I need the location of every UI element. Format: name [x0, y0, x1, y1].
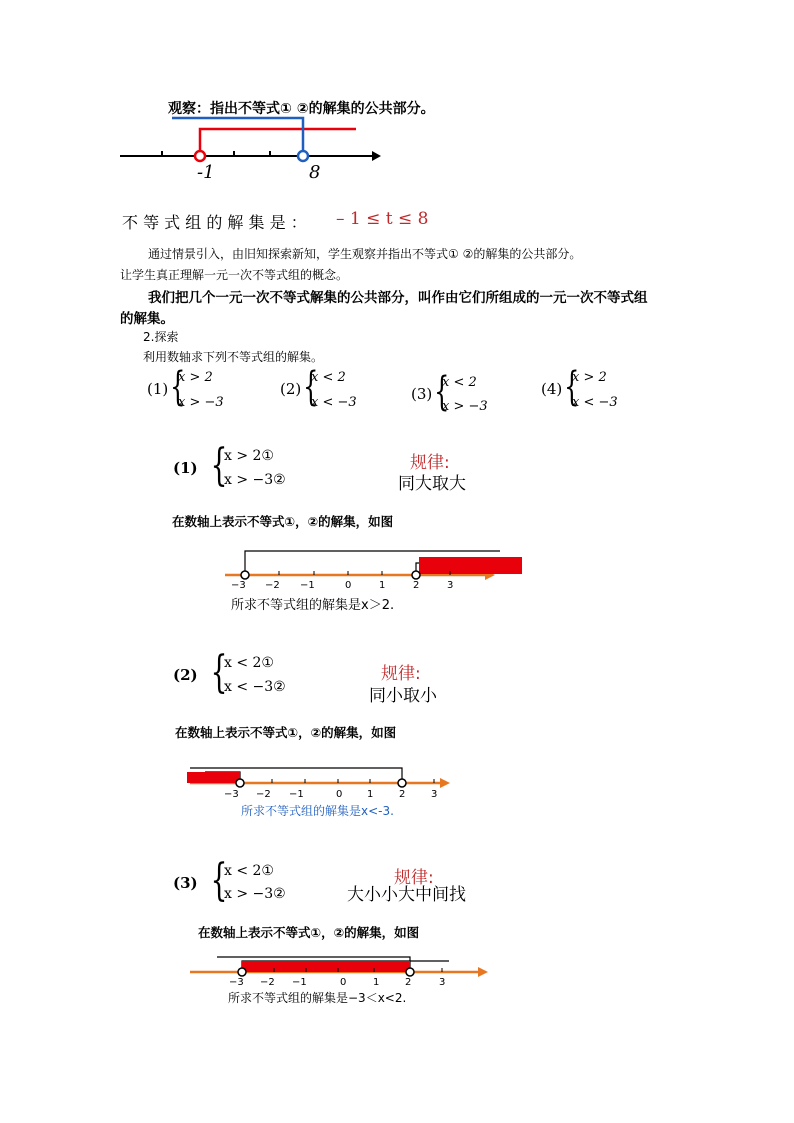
tick-label: −2 — [265, 580, 280, 591]
label-eight: 8 — [309, 162, 321, 183]
tick-label: 1 — [373, 977, 380, 988]
problem-label: (4) — [541, 380, 563, 398]
label-minus-one: -1 — [197, 162, 215, 183]
problem-ineq-1: x > 2 — [178, 370, 213, 385]
definition-line-1: 我们把几个一元一次不等式解集的公共部分，叫作由它们所组成的一元一次不等式组 — [148, 290, 648, 306]
example-result: 所求不等式组的解集是x<-3. — [241, 804, 394, 818]
problem-ineq-1: x < 2 — [442, 375, 477, 390]
intro-line-2: 让学生真正理解一元一次不等式组的概念。 — [120, 268, 349, 282]
tick-label: −1 — [300, 580, 315, 591]
intro-line-1: 通过情景引入，由旧知探索新知，学生观察并指出不等式① ②的解集的公共部分。 — [148, 247, 582, 261]
brace-icon: { — [434, 369, 450, 415]
tick-label: 0 — [345, 580, 352, 591]
tick-label: 3 — [439, 977, 446, 988]
tick-label: 0 — [336, 789, 343, 800]
tick-label: 1 — [379, 580, 386, 591]
rule-text: 同大取大 — [398, 474, 466, 494]
tick-label: 3 — [447, 580, 454, 591]
problem-ineq-2: x > −3 — [178, 395, 224, 410]
tick-label: 0 — [340, 977, 347, 988]
example-caption: 在数轴上表示不等式①，②的解集，如图 — [198, 925, 420, 940]
rule-title: 规律: — [381, 664, 421, 684]
solution-expression: – 1 ≤ t ≤ 8 — [336, 209, 429, 229]
example-result: 所求不等式组的解集是−3＜x<2. — [228, 991, 407, 1005]
rule-title: 规律: — [410, 453, 450, 473]
example-label: (2) — [173, 666, 198, 684]
brace-icon: { — [303, 364, 319, 410]
brace-icon: { — [564, 364, 580, 410]
rule-text: 同小取小 — [369, 686, 437, 706]
solution-prefix: 不 等 式 组 的 解 集 是 ： — [122, 213, 307, 232]
tick-label: 3 — [431, 789, 438, 800]
problem-ineq-1: x > 2 — [572, 370, 607, 385]
tick-label: 1 — [367, 789, 374, 800]
tick-label: −3 — [224, 789, 239, 800]
problem-label: (3) — [411, 385, 433, 403]
tick-label: 2 — [405, 977, 412, 988]
problem-ineq-2: x < −3 — [311, 395, 357, 410]
problem-ineq-2: x < −3 — [572, 395, 618, 410]
brace-icon: { — [170, 364, 186, 410]
problem-label: (1) — [147, 380, 169, 398]
example-ineq-1: x < 2① — [224, 863, 274, 879]
tick-label: 2 — [413, 580, 420, 591]
example-caption: 在数轴上表示不等式①，②的解集，如图 — [172, 514, 394, 529]
problem-ineq-2: x > −3 — [442, 399, 488, 414]
brace-icon: { — [210, 855, 228, 906]
tick-label: 2 — [399, 789, 406, 800]
tick-label: −1 — [289, 789, 304, 800]
example-ineq-2: x > −3② — [224, 886, 286, 902]
example-ineq-2: x > −3② — [224, 472, 286, 488]
brace-icon: { — [210, 647, 228, 698]
rule-title: 规律: — [394, 868, 434, 888]
example-ineq-1: x < 2① — [224, 655, 274, 671]
example-caption: 在数轴上表示不等式①，②的解集，如图 — [175, 725, 397, 740]
tick-label: −1 — [292, 977, 307, 988]
tick-label: −2 — [260, 977, 275, 988]
example-result: 所求不等式组的解集是x＞2. — [231, 598, 395, 613]
example-label: (1) — [173, 459, 198, 477]
example-label: (3) — [173, 874, 198, 892]
problem-label: (2) — [280, 380, 302, 398]
observe-caption: 观察：指出不等式① ②的解集的公共部分。 — [168, 101, 435, 117]
rule-text: 大小小大中间找 — [347, 885, 466, 905]
explore-instruction: 利用数轴求下列不等式组的解集。 — [143, 350, 324, 364]
tick-label: −3 — [229, 977, 244, 988]
tick-label: −3 — [231, 580, 246, 591]
brace-icon: { — [210, 440, 228, 491]
example-ineq-2: x < −3② — [224, 679, 286, 695]
explore-heading: 2.探索 — [143, 330, 179, 344]
tick-label: −2 — [256, 789, 271, 800]
definition-line-2: 的解集。 — [120, 311, 174, 327]
problem-ineq-1: x < 2 — [311, 370, 346, 385]
example-ineq-1: x > 2① — [224, 448, 274, 464]
